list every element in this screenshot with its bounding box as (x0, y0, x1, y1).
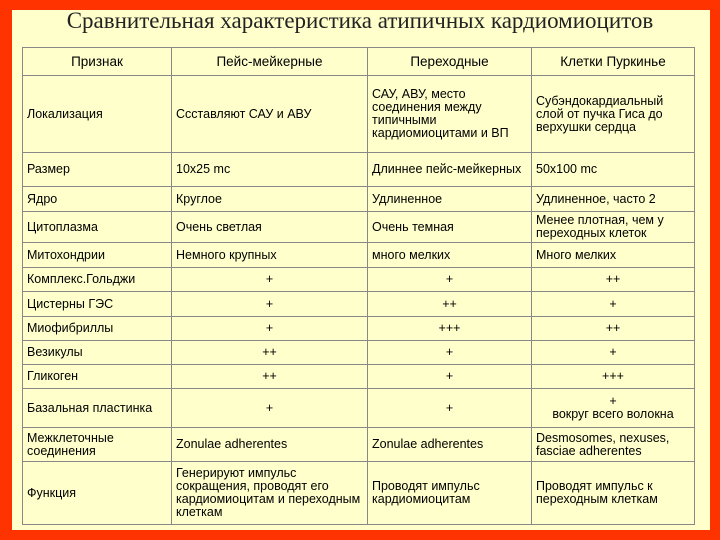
value-cell: Удлиненное, часто 2 (532, 187, 695, 212)
value-cell: + (532, 341, 695, 365)
value-cell: ++ (172, 341, 368, 365)
value-cell: ++ (532, 268, 695, 292)
value-cell: Desmosomes, nexuses, fasciae adherentes (532, 428, 695, 462)
value-cell: 10х25 mc (172, 153, 368, 187)
header-cell: Пейс-мейкерные (172, 48, 368, 76)
header-row (23, 48, 695, 76)
value-cell: Ссставляют САУ и АВУ (172, 76, 368, 153)
table-row (23, 389, 695, 428)
slide-title: Сравнительная характеристика атипичных кардиомиоцитов (66, 8, 654, 33)
value-cell: Проводят импульс к переходным клеткам (532, 462, 695, 525)
value-cell: + (172, 268, 368, 292)
value-cell: Круглое (172, 187, 368, 212)
value-cell: ++ (368, 292, 532, 317)
feature-cell: Размер (23, 153, 172, 187)
value-cell: Много мелких (532, 243, 695, 268)
table-row (23, 428, 695, 462)
feature-cell: Цистерны ГЭС (23, 292, 172, 317)
value-cell: Удлиненное (368, 187, 532, 212)
table-row (23, 268, 695, 292)
header-cell: Клетки Пуркинье (532, 48, 695, 76)
value-cell: Проводят импульс кардиомиоцитам (368, 462, 532, 525)
value-cell: 50х100 mc (532, 153, 695, 187)
feature-cell: Комплекс.Гольджи (23, 268, 172, 292)
value-cell: Zonulae adherentes (172, 428, 368, 462)
table-row (23, 76, 695, 153)
table-row (23, 462, 695, 525)
feature-cell: Ядро (23, 187, 172, 212)
table-row (23, 153, 695, 187)
value-cell: Субэндокардиальный слой от пучка Гиса до верхушки сердца (532, 76, 695, 153)
table-row (23, 187, 695, 212)
value-cell: ++ (172, 365, 368, 389)
feature-cell: Базальная пластинка (23, 389, 172, 428)
value-cell: Генерируют импульс сокращения, проводят его кардиомиоцитам и переходным клеткам (172, 462, 368, 525)
value-cell: Немного крупных (172, 243, 368, 268)
value-cell: + (172, 317, 368, 341)
value-cell: + вокруг всего волокна (532, 389, 695, 428)
feature-cell: Митохондрии (23, 243, 172, 268)
feature-cell: Локализация (23, 76, 172, 153)
value-cell: Менее плотная, чем у переходных клеток (532, 212, 695, 243)
value-cell: + (368, 341, 532, 365)
feature-cell: Миофибриллы (23, 317, 172, 341)
table-row (23, 365, 695, 389)
feature-cell: Межклеточные соединения (23, 428, 172, 462)
value-cell: ++ (532, 317, 695, 341)
value-cell: Zonulae adherentes (368, 428, 532, 462)
value-cell: +++ (532, 365, 695, 389)
value-cell: Очень темная (368, 212, 532, 243)
value-cell: +++ (368, 317, 532, 341)
feature-cell: Функция (23, 462, 172, 525)
feature-cell: Гликоген (23, 365, 172, 389)
feature-cell: Цитоплазма (23, 212, 172, 243)
value-cell: + (368, 268, 532, 292)
header-cell: Признак (23, 48, 172, 76)
table-row (23, 292, 695, 317)
value-cell: много мелких (368, 243, 532, 268)
value-cell: САУ, АВУ, место соединения между типичными кардиомиоцитами и ВП (368, 76, 532, 153)
value-cell: + (368, 365, 532, 389)
feature-cell: Везикулы (23, 341, 172, 365)
value-cell: + (368, 389, 532, 428)
header-cell: Переходные (368, 48, 532, 76)
value-cell: Длиннее пейс-мейкерных (368, 153, 532, 187)
table-row (23, 212, 695, 243)
table-row (23, 341, 695, 365)
value-cell: Очень светлая (172, 212, 368, 243)
value-cell: + (172, 292, 368, 317)
table-row (23, 317, 695, 341)
value-cell: + (532, 292, 695, 317)
comparison-table (22, 47, 695, 525)
value-cell: + (172, 389, 368, 428)
table-row (23, 243, 695, 268)
